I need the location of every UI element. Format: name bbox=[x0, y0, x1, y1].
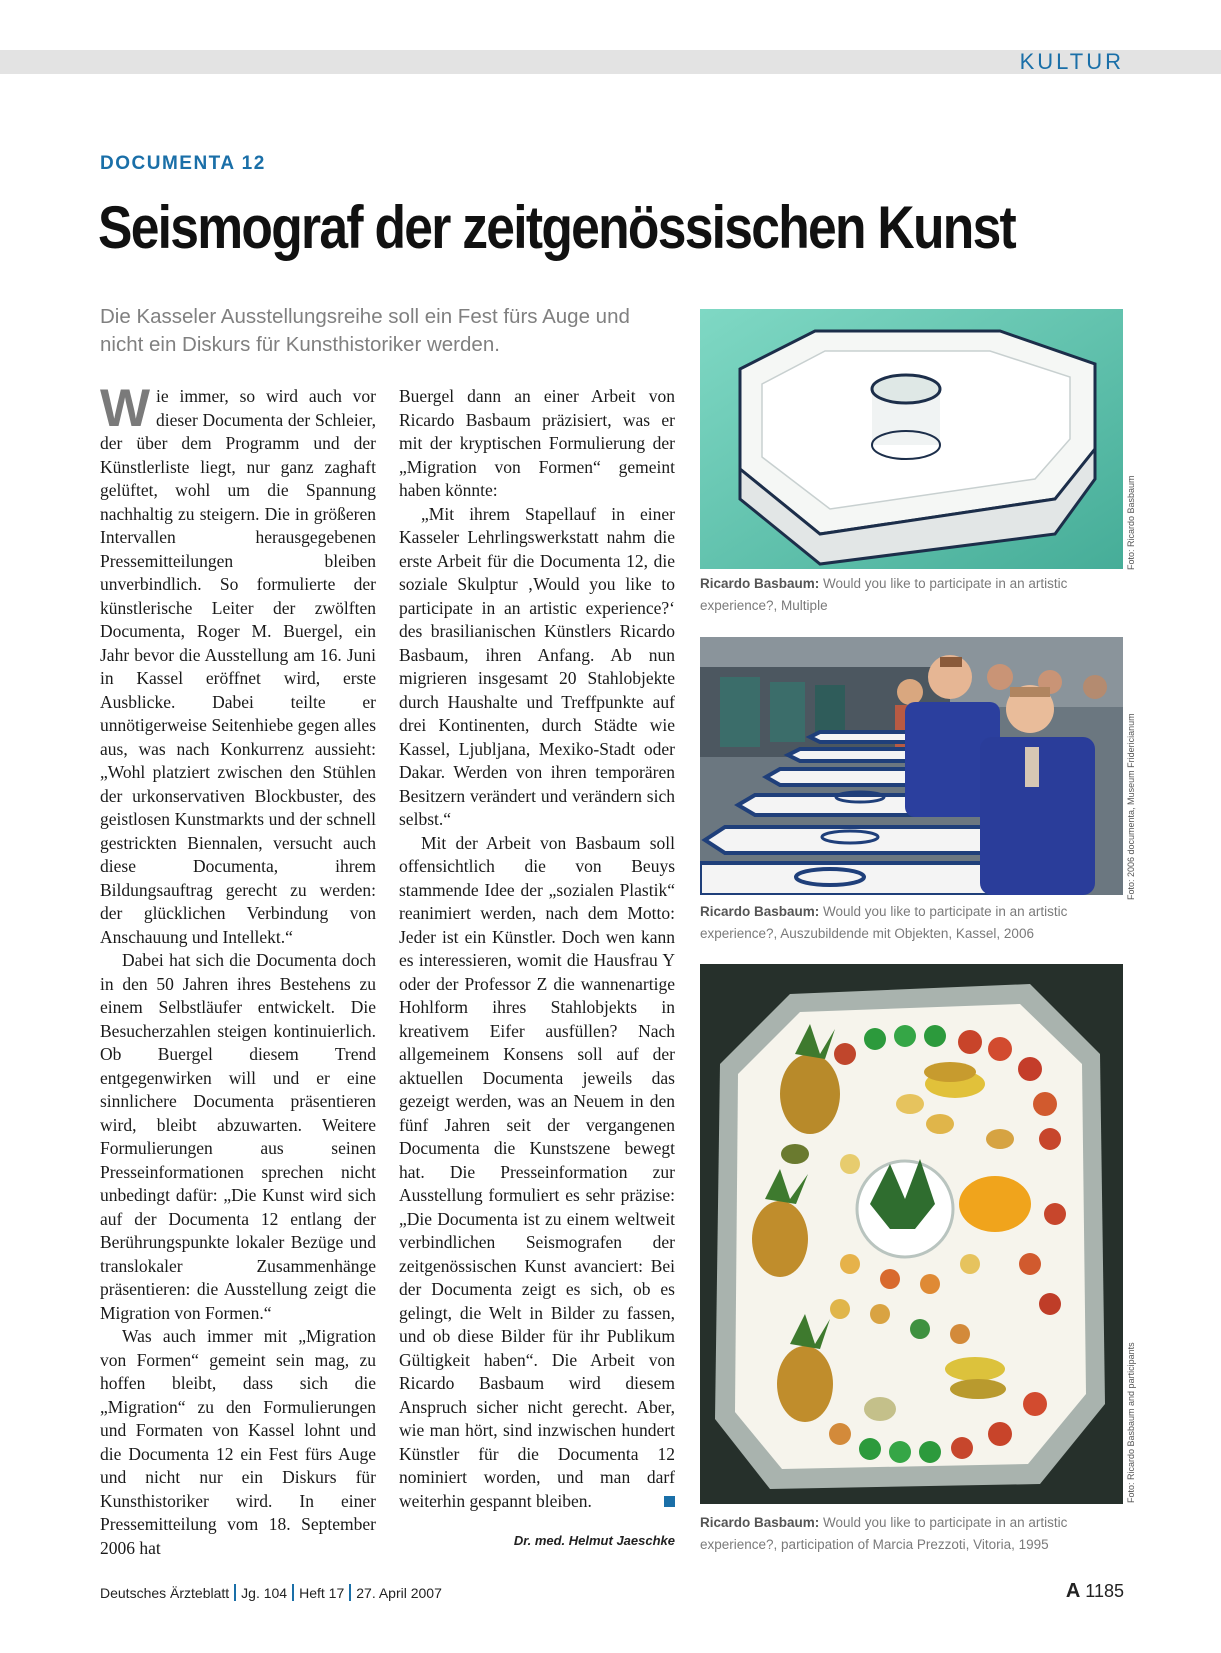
end-mark-icon bbox=[664, 1496, 675, 1507]
text-column-2 bbox=[399, 385, 675, 1513]
article-kicker: DOCUMENTA 12 bbox=[100, 153, 266, 174]
caption-3-text: Would you like to participate in an artistic experience?, participation of Marcia Prezzoti, Vitoria, 1995 bbox=[700, 1515, 1068, 1552]
photo-credit-2: Foto: 2006 documenta, Museum Fridericianum bbox=[1126, 713, 1136, 900]
journal-volume: Jg. 104 bbox=[241, 1585, 288, 1601]
paragraph-2: Dabei hat sich die Documenta doch in den 50 Jahren ihres Bestehens zu einem Selbstläufer entwickelt. Die Besucherzahlen steigen kontinuierlich. Ob Buergel diesem Trend entgegenwirken will und er eine sinnlichere Documenta präsentieren wird, bleibt abzuwarten. Weitere Formulierungen aus seinen Presseinformationen sprechen nicht unbedingt dafür: „Die Kunst wird sich auf der Documenta 12 entlang der Berührungspunkte lokaler Bezüge und translokaler Zusammenhänge präsentieren: die Ausstellung zeigt die Migration von Formen.“ bbox=[100, 950, 376, 1323]
paragraph-5: „Mit ihrem Stapellauf in einer Kasseler Lehrlingswerkstatt nahm die erste Arbeit für die Documenta 12, die soziale Skulptur ‚Would you like to participate in an artistic experience?‘ des brasilianischen Künstlers Ricardo Basbaum, ihren Anfang. Ab nun migrieren insgesamt 20 Stahlobjekte durch Haushalte und Treffpunkte auf drei Kontinenten, durch Städte wie Kassel, Ljubljana, Mexiko-Stadt oder Dakar. Werden von ihren temporären Besitzern verändert und verändern sich selbst.“ bbox=[399, 503, 675, 829]
footer-divider bbox=[292, 1584, 294, 1601]
caption-2-artist: Ricardo Basbaum: bbox=[700, 904, 820, 919]
caption-1-text: Would you like to participate in an artistic experience?, Multiple bbox=[700, 576, 1068, 613]
journal-issue: Heft 17 bbox=[299, 1585, 345, 1601]
fruit-tray-image bbox=[700, 964, 1123, 1504]
paragraph-4: Buergel dann an einer Arbeit von Ricardo Basbaum präzisiert, was er mit der kryptischen Formulierung der „Migration von Formen“ gemeint haben könnte: bbox=[399, 386, 675, 500]
article-headline: Seismograf der zeitgenössischen Kunst bbox=[98, 194, 1016, 261]
article-lead: Die Kasseler Ausstellungsreihe soll ein Fest fürs Auge und nicht ein Diskurs für Kunsthistoriker werden. bbox=[100, 305, 630, 356]
photo-tray bbox=[700, 309, 1123, 569]
caption-2-text: Would you like to participate in an artistic experience?, Auszubildende mit Objekten, Kassel, 2006 bbox=[700, 904, 1068, 941]
photo-credit-1: Foto: Ricardo Basbaum bbox=[1126, 475, 1136, 570]
journal-name: Deutsches Ärzteblatt bbox=[100, 1585, 230, 1601]
photo-credit-3: Foto: Ricardo Basbaum and participants bbox=[1126, 1342, 1136, 1503]
tray-image bbox=[700, 309, 1123, 569]
paragraph-6-text: Mit der Arbeit von Basbaum soll offensichtlich die von Beuys stammende Idee der „sozialen Plastik“ reanimiert werden, nach dem Motto: Jeder ist ein Künstler. Doch wen kann es interessieren, womit die Hausfrau Y oder der Professor Z die wannenartige Hohlform ihres Stahlobjekts in kreativem Eifer ausfüllen? Nach allgemeinem Konsens soll auf der aktuellen Documenta jeweils das gezeigt werden, was an Neuem in den fünf Jahren seit der vergangenen Documenta die Kunstszene bewegt hat. Die Presseinformation zur Ausstellung formuliert es sehr präzise: „Die Documenta ist zu einem weltweit verbindlichen Seismografen der zeitgenössischen Kunst avanciert: Bei der Documenta zeigt es sich, ob es gelingt, die Welt in Bilder zu fassen, und ob diese Bilder für ihr Publikum Gültigkeit haben“. Die Arbeit von Ricardo Basbaum wird diesem Anspruch sicher nicht gerecht. Aber, wie man hört, sind inzwischen hundert Künstler für die Documenta 12 nominiert worden, und man darf weiterhin gespannt bleiben. bbox=[399, 832, 675, 1511]
caption-3-artist: Ricardo Basbaum: bbox=[700, 1515, 820, 1530]
paragraph-1-text: ie immer, so wird auch vor dieser Documenta der Schleier, der über dem Programm und der Künstlerliste liegt, nur ganz zaghaft gelüftet, wohl um die Spannung nachhaltig zu steigern. Die in größeren Intervallen herausgegebenen Pressemitteilungen bleiben unverbindlich. So formulierte der künstlerische Leiter der zwölften Documenta, Roger M. Buergel, ein Jahr bevor die Ausstellung am 16. Juni in Kassel eröffnet wird, erste Ausblicke. Dabei teilte er unnötigerweise Seitenhiebe gegen alles aus, was nach Konkurrenz aussieht: „Wohl platziert zwischen den Stühlen der urkonservativen Blockbuster, des geistlosen Kunstmarkts und der schnell gestrickten Biennalen, versucht auch diese Documenta, ihrem Bildungsauftrag gerecht zu werden: der glücklichen Verbindung von Anschauung und Intellekt.“ bbox=[100, 386, 376, 947]
caption-3 bbox=[700, 1512, 1130, 1556]
drop-cap: W bbox=[100, 379, 151, 438]
caption-1-artist: Ricardo Basbaum: bbox=[700, 576, 820, 591]
section-label: KULTUR bbox=[1019, 49, 1124, 74]
author-name: Dr. med. Helmut Jaeschke bbox=[513, 1533, 675, 1548]
page-prefix: A bbox=[1065, 1580, 1081, 1602]
page-number-value: 1185 bbox=[1085, 1581, 1124, 1601]
caption-2 bbox=[700, 901, 1130, 945]
footer-divider bbox=[349, 1584, 351, 1601]
page-number bbox=[1066, 1580, 1124, 1603]
footer-divider bbox=[234, 1584, 236, 1601]
workshop-image bbox=[700, 637, 1123, 895]
photo-fruit-tray bbox=[700, 964, 1123, 1504]
footer-citation bbox=[100, 1584, 442, 1601]
caption-1 bbox=[700, 573, 1130, 617]
journal-date: 27. April 2007 bbox=[356, 1585, 442, 1601]
paragraph-1 bbox=[100, 379, 376, 949]
paragraph-6 bbox=[399, 832, 675, 1514]
paragraph-3: Was auch immer mit „Migration von Formen“ gemeint sein mag, zu hoffen bleibt, dass sich die „Migration“ zu den Formulierungen und Formaten von Kassel lohnt und die Documenta 12 ein Fest fürs Auge und nicht nur ein Diskurs für Kunsthistoriker wird. In einer Pressemitteilung vom 18. September 2006 hat bbox=[100, 1326, 376, 1558]
text-column-1 bbox=[100, 379, 376, 1560]
photo-workshop bbox=[700, 637, 1123, 895]
